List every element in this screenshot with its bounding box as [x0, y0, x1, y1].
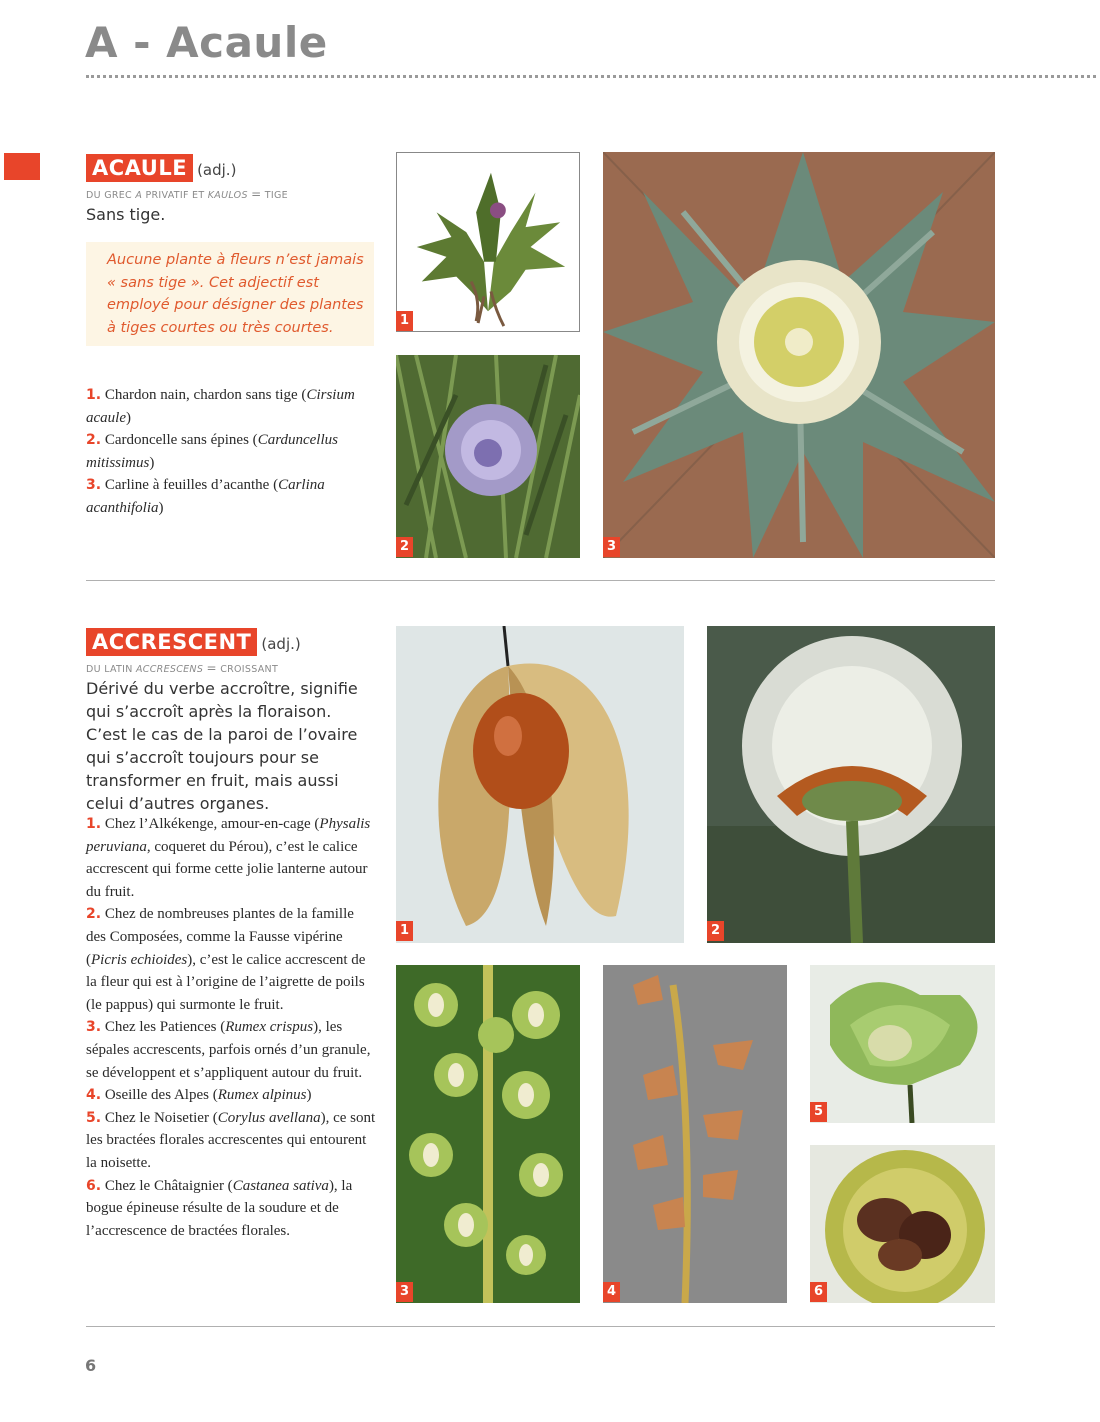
etymology-word: A: [135, 190, 143, 201]
term-label: ACAULE: [86, 154, 193, 182]
etymology-acaule: [86, 187, 288, 201]
caption-list-accrescent: [86, 813, 376, 1242]
list-item: 2. Chez de nombreuses plantes de la famille des Composées, comme la Fausse vipérine (Picris echioides), c’est le calice accrescent de la fleur qui est à l’origine de l’aigrette de poils (le pappus) qui surmonte le fruit.: [86, 906, 366, 1013]
side-tab-marker: [4, 153, 40, 180]
etymology-equals: =: [251, 187, 262, 201]
photo-physalis-peruviana: [396, 626, 684, 943]
photo-carduncellus-mitissimus: [396, 355, 580, 558]
term-line: [86, 154, 236, 182]
definition-accrescent: Dérivé du verbe accroître, signifie qui s’accroît après la floraison. C’est le cas de la paroi de l’ovaire qui s’accroît toujours pour se transformer en fruit, mais aussi celui d’autres organes.: [86, 679, 358, 813]
caption-list-acaule: [86, 384, 376, 520]
photo-rumex-crispus: [396, 965, 580, 1303]
term-heading-acaule: [86, 154, 236, 182]
list-item: 3. Chez les Patiences (Rumex crispus), les sépales accrescents, parfois ornés d’un granule, se développent et s’appliquent autour du fruit.: [86, 1019, 371, 1081]
photo-badge: 1: [396, 921, 413, 941]
photo-badge: 6: [810, 1282, 827, 1302]
list-item: 5. Chez le Noisetier (Corylus avellana), ce sont les bractées florales accrescentes qui entourent la noisette.: [86, 1109, 376, 1171]
section-divider: [86, 580, 995, 581]
photo-castanea-sativa: [810, 1145, 995, 1303]
term-heading-accrescent: [86, 628, 301, 656]
photo-badge: 2: [707, 921, 724, 941]
photo-badge: 3: [396, 1282, 413, 1302]
photo-corylus-avellana: [810, 965, 995, 1123]
photo-badge: 2: [396, 537, 413, 557]
term-label: ACCRESCENT: [86, 628, 257, 656]
photo-rumex-alpinus: [603, 965, 787, 1303]
list-item: 6. Chez le Châtaignier (Castanea sativa), la bogue épineuse résulte de la soudure et de l’accrescence de bractées florales.: [86, 1177, 353, 1239]
photo-cirsium-acaule: [396, 152, 580, 332]
term-line: [86, 628, 301, 656]
part-of-speech: (adj.): [197, 161, 237, 179]
page-header-title: A - Acaule: [85, 18, 328, 67]
list-item: 1. Chez l’Alkékenge, amour-en-cage (Physalis peruviana, coqueret du Pérou), c’est le calice accrescent qui forme cette jolie lanterne autour du fruit.: [86, 816, 371, 900]
page-number: 6: [85, 1356, 97, 1375]
section-divider: [86, 1326, 995, 1327]
note-box-acaule: Aucune plante à fleurs n’est jamais « sans tige ». Cet adjectif est employé pour désigner des plantes à tiges courtes ou très courtes.: [86, 242, 374, 346]
etymology-mid: PRIVATIF ET: [145, 190, 205, 201]
etymology-word: KAULOS: [207, 190, 248, 201]
etymology-lead: DU GREC: [86, 190, 132, 201]
photo-carlina-acanthifolia: [603, 152, 995, 558]
etymology-word: ACCRESCENS: [136, 664, 204, 675]
photo-badge: 3: [603, 537, 620, 557]
list-item: 1. Chardon nain, chardon sans tige (Cirsium acaule): [86, 387, 355, 426]
etymology-meaning: TIGE: [264, 190, 288, 201]
etymology-lead: DU LATIN: [86, 664, 133, 675]
list-item: 4. Oseille des Alpes (Rumex alpinus): [86, 1087, 312, 1104]
header-dotted-rule: [86, 75, 1096, 78]
photo-badge: 4: [603, 1282, 620, 1302]
photo-badge: 5: [810, 1102, 827, 1122]
etymology-accrescent: [86, 661, 278, 675]
list-item: 2. Cardoncelle sans épines (Carduncellus mitissimus): [86, 432, 338, 471]
photo-picris-echioides: [707, 626, 995, 943]
definition-acaule: Sans tige.: [86, 205, 166, 224]
photo-badge: 1: [396, 311, 413, 331]
etymology-equals: =: [206, 661, 217, 675]
part-of-speech: (adj.): [261, 635, 301, 653]
etymology-meaning: CROISSANT: [220, 664, 279, 675]
list-item: 3. Carline à feuilles d’acanthe (Carlina acanthifolia): [86, 477, 325, 516]
